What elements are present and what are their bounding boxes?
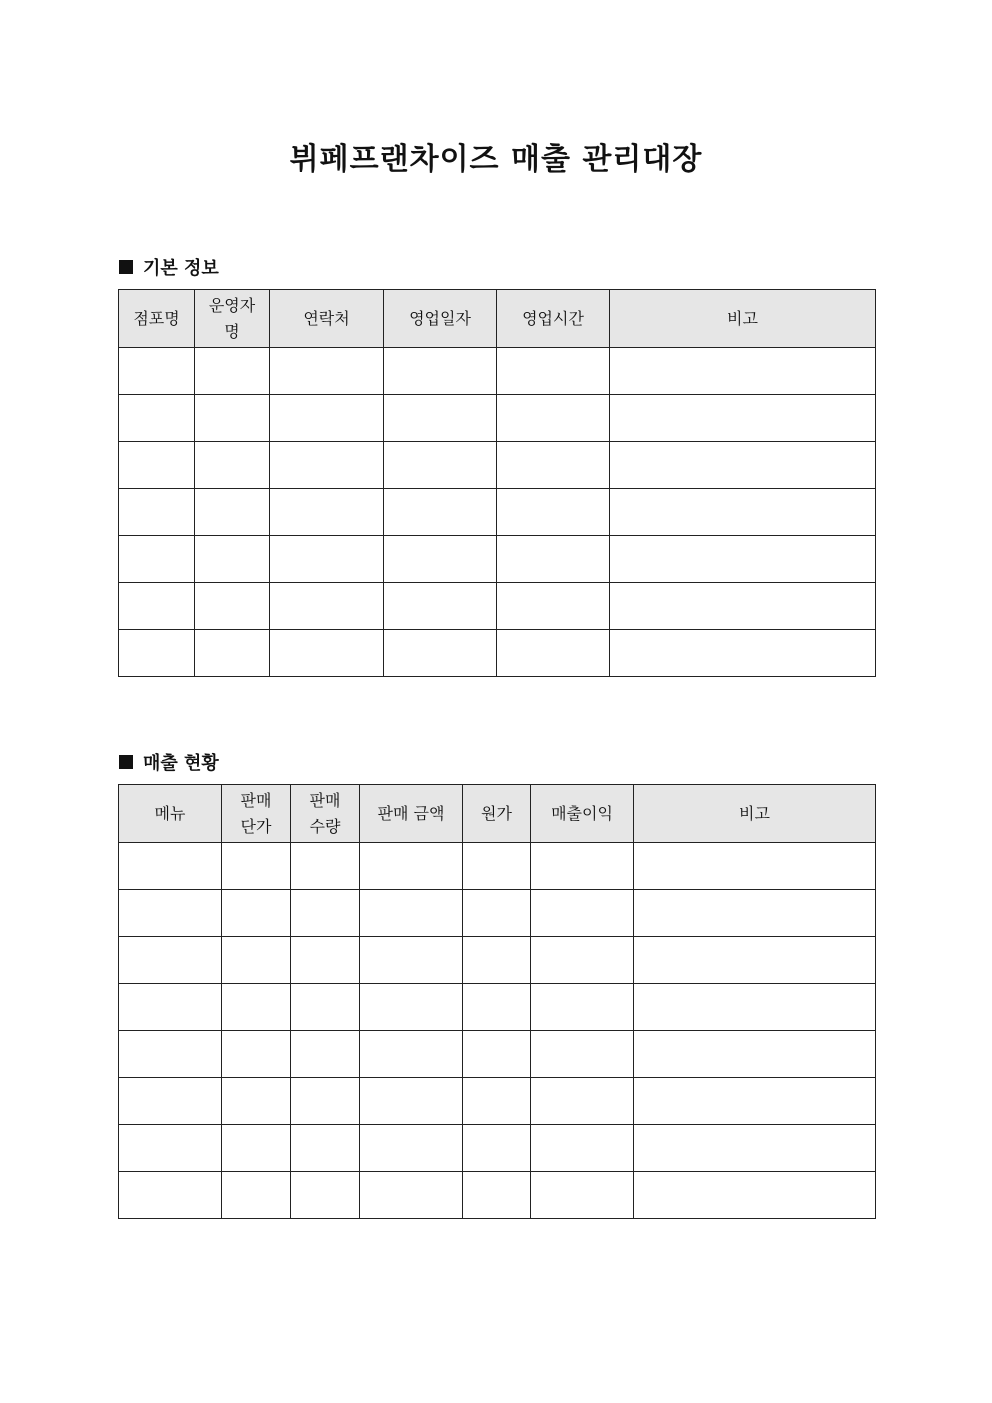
table-cell[interactable] [360,1125,463,1172]
section-title-basic-info [119,254,219,280]
table-cell[interactable] [119,489,195,536]
table-cell[interactable] [497,348,610,395]
table-cell[interactable] [291,984,360,1031]
table-cell[interactable] [195,630,270,677]
table-row [119,937,876,984]
header-cost: 원가 [463,785,531,843]
table-row [119,1031,876,1078]
table-cell[interactable] [222,1125,291,1172]
table-cell[interactable] [531,1125,634,1172]
table-cell[interactable] [270,583,384,630]
table-cell[interactable] [119,395,195,442]
table-cell[interactable] [222,1172,291,1219]
table-cell[interactable] [531,1031,634,1078]
table-cell[interactable] [270,395,384,442]
table-cell[interactable] [360,890,463,937]
table-cell[interactable] [531,984,634,1031]
table-cell[interactable] [119,442,195,489]
table-cell[interactable] [531,1172,634,1219]
table-cell[interactable] [463,1078,531,1125]
page-title: 뷔페프랜차이즈 매출 관리대장 [289,142,703,177]
table-cell[interactable] [119,937,222,984]
table-cell[interactable] [360,1172,463,1219]
square-bullet-icon [119,260,133,274]
table-cell[interactable] [222,1078,291,1125]
table-row [119,395,876,442]
table-cell[interactable] [610,442,876,489]
table-cell[interactable] [195,348,270,395]
table-cell[interactable] [119,843,222,890]
table-cell[interactable] [634,937,876,984]
table-cell[interactable] [497,395,610,442]
table-cell[interactable] [119,984,222,1031]
basic-info-table [118,289,876,677]
header-sales-amount: 판매 금액 [360,785,463,843]
table-cell[interactable] [463,984,531,1031]
table-header-row [119,290,876,348]
table-cell[interactable] [610,536,876,583]
table-cell[interactable] [497,630,610,677]
table-cell[interactable] [291,1078,360,1125]
table-cell[interactable] [610,395,876,442]
table-cell[interactable] [119,348,195,395]
table-row [119,890,876,937]
table-cell[interactable] [195,583,270,630]
table-row [119,583,876,630]
table-cell[interactable] [497,442,610,489]
table-cell[interactable] [270,348,384,395]
table-cell[interactable] [291,890,360,937]
table-row [119,1078,876,1125]
table-cell[interactable] [634,890,876,937]
table-cell[interactable] [634,1078,876,1125]
table-cell[interactable] [222,1031,291,1078]
table-cell[interactable] [463,843,531,890]
table-cell[interactable] [497,536,610,583]
table-cell[interactable] [119,1172,222,1219]
table-cell[interactable] [119,583,195,630]
table-row [119,630,876,677]
sales-status-table-body [119,843,876,1219]
table-cell[interactable] [610,630,876,677]
table-cell[interactable] [195,395,270,442]
header-operator-name: 운영자 명 [195,290,270,348]
table-cell[interactable] [222,890,291,937]
table-cell[interactable] [270,536,384,583]
section-label: 매출 현황 [143,753,219,774]
table-cell[interactable] [360,937,463,984]
table-row [119,843,876,890]
table-row [119,1172,876,1219]
table-cell[interactable] [119,890,222,937]
table-cell[interactable] [119,1078,222,1125]
table-cell[interactable] [463,937,531,984]
header-contact: 연락처 [270,290,384,348]
table-cell[interactable] [531,1078,634,1125]
header-remarks: 비고 [610,290,876,348]
table-row [119,536,876,583]
table-cell[interactable] [195,442,270,489]
table-cell[interactable] [531,890,634,937]
header-business-date: 영업일자 [384,290,497,348]
table-cell[interactable] [270,442,384,489]
table-cell[interactable] [531,937,634,984]
table-cell[interactable] [634,1125,876,1172]
table-row [119,348,876,395]
table-cell[interactable] [360,843,463,890]
table-header-row [119,785,876,843]
table-cell[interactable] [270,489,384,536]
table-cell[interactable] [291,1125,360,1172]
table-cell[interactable] [195,536,270,583]
table-cell[interactable] [463,1172,531,1219]
table-cell[interactable] [531,843,634,890]
table-cell[interactable] [463,890,531,937]
table-cell[interactable] [384,583,497,630]
table-cell[interactable] [634,1172,876,1219]
section-label: 기본 정보 [143,258,219,279]
table-cell[interactable] [360,984,463,1031]
table-cell[interactable] [463,1125,531,1172]
table-cell[interactable] [463,1031,531,1078]
table-cell[interactable] [291,1031,360,1078]
table-cell[interactable] [384,630,497,677]
table-cell[interactable] [291,937,360,984]
table-row [119,442,876,489]
table-cell[interactable] [384,395,497,442]
table-cell[interactable] [610,348,876,395]
table-cell[interactable] [634,1031,876,1078]
header-unit-price: 판매 단가 [222,785,291,843]
table-cell[interactable] [384,348,497,395]
table-cell[interactable] [497,583,610,630]
table-cell[interactable] [222,984,291,1031]
table-cell[interactable] [360,1078,463,1125]
table-cell[interactable] [119,536,195,583]
header-profit: 매출이익 [531,785,634,843]
table-cell[interactable] [119,1125,222,1172]
table-cell[interactable] [222,843,291,890]
header-menu: 메뉴 [119,785,222,843]
table-cell[interactable] [384,536,497,583]
header-quantity: 판매 수량 [291,785,360,843]
table-cell[interactable] [119,630,195,677]
table-cell[interactable] [291,1172,360,1219]
table-row [119,1125,876,1172]
section-title-sales-status [119,749,219,775]
table-cell[interactable] [384,489,497,536]
header-business-hours: 영업시간 [497,290,610,348]
table-cell[interactable] [384,442,497,489]
table-cell[interactable] [360,1031,463,1078]
sales-status-table [118,784,876,1219]
table-cell[interactable] [634,843,876,890]
basic-info-table-body [119,348,876,677]
table-cell[interactable] [195,489,270,536]
table-cell[interactable] [270,630,384,677]
table-cell[interactable] [291,843,360,890]
table-cell[interactable] [497,489,610,536]
table-cell[interactable] [634,984,876,1031]
table-row [119,489,876,536]
square-bullet-icon [119,755,133,769]
table-cell[interactable] [119,1031,222,1078]
table-row [119,984,876,1031]
header-store-name: 점포명 [119,290,195,348]
table-cell[interactable] [610,489,876,536]
table-cell[interactable] [222,937,291,984]
header-remarks: 비고 [634,785,876,843]
table-cell[interactable] [610,583,876,630]
